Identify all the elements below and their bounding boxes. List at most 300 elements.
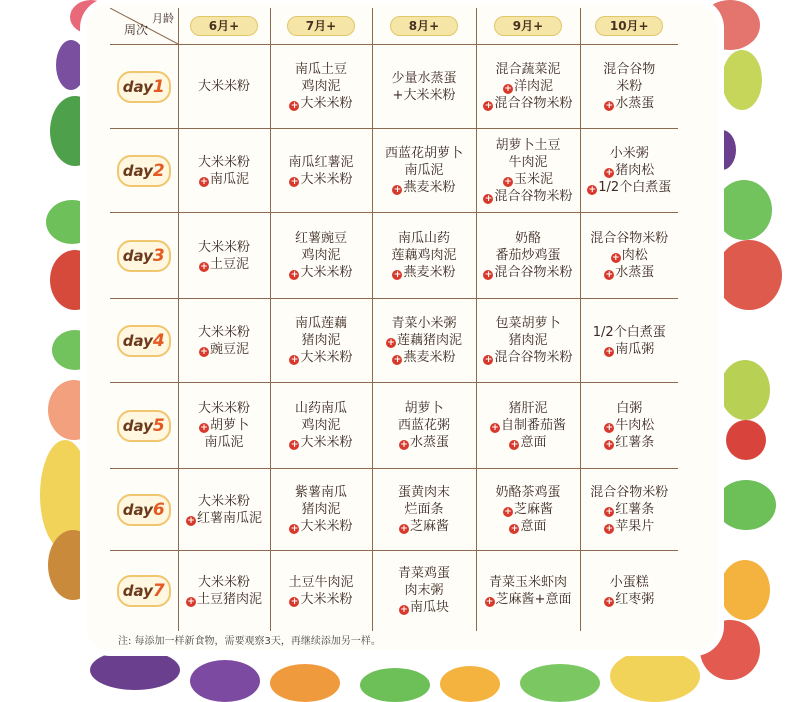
menu-line [477, 230, 580, 247]
menu-line [373, 230, 476, 247]
menu-item-text: 大米米粉 [300, 171, 353, 187]
plus-icon: + [290, 101, 299, 111]
plus-icon: + [484, 270, 493, 280]
menu-line [373, 315, 476, 332]
menu-item-text: 大米米粉 [300, 591, 353, 607]
grape-icon [90, 650, 180, 690]
menu-line [271, 400, 372, 417]
menu-line [477, 315, 580, 332]
plus-icon: + [484, 193, 493, 204]
menu-line [271, 61, 372, 78]
menu-line [271, 78, 372, 95]
menu-item-text: 大米米粉 [197, 239, 250, 255]
menu-item-text: 大米米粉 [197, 79, 250, 94]
plus-icon: + [484, 101, 493, 111]
day-badge-text: day [122, 161, 153, 180]
menu-line [477, 264, 580, 281]
menu-item-text: 南瓜泥 [209, 171, 249, 187]
month-header [476, 8, 580, 45]
menu-item-text: 土豆猪肉泥 [196, 591, 262, 607]
menu-cell [580, 213, 678, 299]
menu-item-text: 胡萝卜 [209, 418, 249, 433]
menu-item-text: 大米米粉 [300, 265, 353, 280]
day-row [110, 551, 678, 631]
menu-item-text: 芝麻酱+意面 [495, 591, 572, 607]
menu-item-text: 大米米粉 [197, 154, 250, 170]
menu-item-text: 鸡肉泥 [301, 79, 341, 94]
menu-cell [372, 45, 476, 129]
menu-line [581, 95, 679, 112]
day-badge-number: 2 [152, 160, 165, 181]
plus-icon: + [510, 524, 519, 534]
plus-icon: + [200, 346, 208, 357]
month-header [580, 8, 678, 45]
menu-cell [178, 299, 270, 383]
menu-item-text: 混合谷物米粉 [494, 188, 573, 204]
menu-item-text: 牛肉泥 [508, 154, 548, 170]
day-row [110, 45, 678, 129]
plus-icon: + [605, 524, 613, 534]
leaf-icon [716, 480, 776, 530]
menu-item-text: 混合谷物米粉 [494, 96, 573, 111]
day-cell [110, 469, 178, 551]
month-label: 7月+ [287, 16, 355, 36]
menu-item-text: 番茄炒鸡蛋 [495, 248, 561, 263]
day-cell [110, 129, 178, 213]
menu-item-text: 紫薯南瓜 [294, 485, 347, 500]
menu-line [373, 264, 476, 281]
menu-line [373, 145, 476, 162]
menu-item-text: 胡萝卜土豆 [495, 137, 561, 153]
menu-item-text: 燕麦米粉 [403, 265, 456, 280]
plus-icon: + [200, 176, 208, 187]
menu-item-text: 1/2个白煮蛋 [592, 324, 666, 340]
menu-line [271, 518, 372, 535]
menu-cell [270, 383, 372, 469]
menu-item-text: +大米米粉 [392, 87, 456, 103]
menu-item-text: 南瓜莲藕 [294, 316, 347, 331]
month-label: 6月+ [190, 16, 258, 36]
header-row [110, 8, 678, 45]
menu-cell [372, 551, 476, 631]
menu-line [581, 574, 679, 591]
menu-line [179, 324, 270, 341]
menu-item-text: 豌豆泥 [209, 341, 249, 357]
menu-line [271, 574, 372, 591]
menu-item-text: 白粥 [616, 401, 643, 416]
menu-line [179, 400, 270, 417]
menu-line [271, 171, 372, 188]
plus-icon: + [588, 185, 597, 195]
menu-line [477, 591, 580, 608]
day-badge [117, 494, 171, 526]
day-cell [110, 45, 178, 129]
menu-cell [178, 469, 270, 551]
plus-icon: + [605, 270, 613, 280]
menu-line [581, 179, 679, 196]
menu-item-text: 奶酪茶鸡蛋 [495, 485, 561, 500]
menu-item-text: 山药南瓜 [294, 401, 347, 416]
menu-item-text: 大米米粉 [197, 324, 250, 340]
menu-line [179, 574, 270, 591]
menu-line [477, 417, 580, 434]
menu-item-text: 少量水蒸蛋 [391, 70, 457, 86]
orange-icon [720, 560, 770, 620]
menu-cell [580, 299, 678, 383]
menu-item-text: 猪肉松 [615, 163, 655, 178]
menu-cell [178, 383, 270, 469]
menu-item-text: 大米米粉 [300, 519, 353, 534]
menu-cell [372, 299, 476, 383]
menu-item-text: 南瓜泥 [204, 435, 244, 450]
menu-item-text: 红薯条 [615, 435, 655, 450]
plus-icon: + [510, 440, 519, 450]
apple-icon [722, 50, 762, 110]
menu-item-text: 大米米粉 [300, 435, 353, 450]
menu-line [581, 247, 679, 264]
menu-line [373, 518, 476, 535]
menu-cell [580, 551, 678, 631]
menu-cell [270, 45, 372, 129]
plus-icon: + [605, 101, 613, 111]
menu-item-text: 大米米粉 [300, 350, 353, 365]
plus-icon: + [605, 168, 613, 178]
menu-line [271, 154, 372, 171]
day-badge-text: day [122, 246, 153, 265]
day-badge [117, 155, 171, 187]
menu-line [477, 137, 580, 154]
menu-line [179, 591, 270, 608]
month-label: 8月+ [390, 16, 458, 36]
plus-icon: + [200, 261, 208, 272]
menu-item-text: 混合谷物 [603, 62, 656, 77]
menu-item-text: 南瓜泥 [404, 163, 444, 178]
plus-icon: + [187, 515, 195, 526]
day-badge-text: day [122, 77, 153, 96]
day-cell [110, 213, 178, 299]
menu-item-text: 意面 [520, 435, 547, 450]
plus-icon: + [290, 596, 299, 607]
menu-line [179, 171, 270, 188]
menu-line [271, 434, 372, 451]
menu-line [179, 493, 270, 510]
menu-item-text: 红枣粥 [615, 591, 655, 607]
menu-line [373, 400, 476, 417]
corner-cell [110, 8, 178, 45]
plus-icon: + [504, 176, 512, 187]
menu-line [477, 400, 580, 417]
day-row [110, 213, 678, 299]
day-badge-number: 5 [152, 415, 165, 436]
plus-icon: + [290, 524, 299, 534]
day-cell [110, 551, 178, 631]
menu-item-text: 猪肉泥 [508, 333, 548, 348]
menu-item-text: 猪肉泥 [301, 502, 341, 517]
menu-line [477, 574, 580, 591]
menu-line [477, 484, 580, 501]
menu-item-text: 青菜鸡蛋 [397, 566, 450, 582]
day-row [110, 299, 678, 383]
menu-line [373, 349, 476, 366]
menu-line [477, 154, 580, 171]
menu-item-text: 猪肝泥 [508, 401, 548, 416]
menu-line [271, 332, 372, 349]
menu-line [373, 501, 476, 518]
menu-item-text: 水蒸蛋 [409, 435, 449, 450]
menu-cell [476, 213, 580, 299]
plus-icon: + [200, 423, 208, 433]
menu-line [271, 95, 372, 112]
menu-item-text: 水蒸蛋 [615, 96, 655, 111]
plus-icon: + [290, 440, 299, 450]
plus-icon: + [400, 524, 408, 534]
month-label: 10月+ [595, 16, 663, 36]
menu-cell [270, 551, 372, 631]
menu-line [373, 332, 476, 349]
day-row [110, 469, 678, 551]
menu-item-text: 猪肉泥 [301, 333, 341, 348]
month-header [178, 8, 270, 45]
month-header [270, 8, 372, 45]
menu-line [581, 61, 679, 78]
menu-cell [580, 469, 678, 551]
day-badge-text: day [122, 581, 153, 600]
plus-icon: + [605, 507, 613, 517]
menu-cell [270, 469, 372, 551]
corner-label-age: 月龄 [152, 12, 174, 25]
menu-line [373, 417, 476, 434]
menu-item-text: 蛋黄肉末 [397, 485, 450, 500]
day-row [110, 383, 678, 469]
plus-icon: + [290, 270, 299, 280]
plus-icon: + [605, 346, 613, 357]
day-badge-number: 4 [152, 330, 165, 351]
menu-cell [580, 129, 678, 213]
menu-line [373, 179, 476, 196]
menu-item-text: 玉米泥 [513, 171, 553, 187]
menu-line [271, 315, 372, 332]
menu-item-text: 燕麦米粉 [403, 180, 456, 195]
eggplant-icon [190, 660, 260, 702]
menu-item-text: 土豆牛肉泥 [288, 574, 354, 590]
menu-cell [580, 383, 678, 469]
menu-item-text: 混合谷物米粉 [590, 485, 669, 500]
menu-item-text: 牛肉松 [615, 418, 655, 433]
day-badge [117, 410, 171, 442]
day-cell [110, 383, 178, 469]
menu-line [477, 501, 580, 518]
menu-item-text: 红薯条 [615, 502, 655, 517]
menu-line [581, 341, 679, 358]
plus-icon: + [387, 338, 395, 348]
menu-line [179, 154, 270, 171]
menu-item-text: 南瓜土豆 [294, 62, 347, 77]
menu-item-text: 鸡肉泥 [301, 418, 341, 433]
menu-line [271, 247, 372, 264]
schedule-rows [110, 45, 678, 631]
day-badge-text: day [122, 500, 153, 519]
menu-cell [372, 469, 476, 551]
plus-icon: + [393, 185, 402, 195]
apple-icon [716, 240, 782, 310]
menu-line [373, 582, 476, 599]
pear-icon [720, 360, 770, 420]
menu-item-text: 烂面条 [404, 502, 444, 517]
menu-item-text: 包菜胡萝卜 [495, 316, 561, 331]
corner-label-week: 周次 [124, 23, 149, 37]
menu-item-text: 混合谷物米粉 [494, 350, 573, 365]
menu-line [477, 78, 580, 95]
menu-cell [476, 469, 580, 551]
menu-item-text: 肉末粥 [404, 583, 444, 599]
menu-item-text: 莲藕猪肉泥 [396, 333, 462, 348]
menu-item-text: 鸡肉泥 [301, 248, 341, 263]
menu-line [179, 256, 270, 273]
menu-item-text: 自制番茄酱 [500, 418, 566, 433]
day-badge [117, 240, 171, 272]
menu-line [581, 324, 679, 341]
day-badge-number: 1 [152, 76, 165, 97]
menu-item-text: 奶酪 [514, 231, 541, 246]
menu-item-text: 小米粥 [609, 146, 649, 161]
menu-item-text: 苹果片 [615, 519, 655, 534]
menu-line [373, 599, 476, 616]
plus-icon: + [400, 605, 408, 616]
plus-icon: + [611, 253, 620, 263]
menu-cell [178, 213, 270, 299]
leaf-icon [716, 180, 772, 240]
menu-item-text: 莲藕鸡肉泥 [391, 248, 457, 263]
menu-line [179, 510, 270, 527]
orange-icon [440, 666, 500, 702]
plus-icon: + [605, 423, 613, 433]
menu-item-text: 芝麻酱 [513, 502, 553, 517]
menu-item-text: 大米米粉 [300, 96, 353, 111]
menu-line [271, 417, 372, 434]
plus-icon: + [504, 84, 512, 94]
menu-item-text: 西蓝花胡萝卜 [384, 146, 463, 161]
menu-cell [270, 299, 372, 383]
menu-line [477, 188, 580, 205]
menu-line [477, 95, 580, 112]
leaf-icon [520, 664, 600, 702]
menu-line [373, 434, 476, 451]
menu-item-text: 水蒸蛋 [615, 265, 655, 280]
plus-icon: + [484, 355, 493, 365]
menu-line [581, 400, 679, 417]
menu-line [581, 145, 679, 162]
menu-item-text: 胡萝卜 [404, 401, 444, 416]
menu-line [373, 484, 476, 501]
menu-line [271, 484, 372, 501]
plus-icon: + [290, 176, 299, 187]
menu-item-text: 混合蔬菜泥 [495, 62, 561, 77]
menu-item-text: 大米米粉 [197, 574, 250, 590]
menu-item-text: 混合谷物米粉 [494, 265, 573, 280]
menu-cell [476, 299, 580, 383]
day-badge [117, 71, 171, 103]
menu-line [373, 70, 476, 87]
menu-line [581, 417, 679, 434]
plus-icon: + [393, 355, 402, 365]
menu-item-text: 南瓜块 [409, 600, 449, 616]
menu-cell [476, 383, 580, 469]
menu-item-text: 意面 [520, 519, 547, 534]
menu-line [581, 591, 679, 608]
menu-line [477, 434, 580, 451]
feeding-schedule-table [110, 8, 678, 631]
menu-line [179, 341, 270, 358]
menu-cell [580, 45, 678, 129]
menu-line [271, 230, 372, 247]
menu-line [477, 332, 580, 349]
plus-icon: + [187, 596, 195, 607]
plus-icon: + [290, 355, 299, 365]
menu-line [373, 87, 476, 104]
menu-item-text: 大米米粉 [197, 401, 250, 416]
menu-line [179, 78, 270, 95]
menu-line [271, 501, 372, 518]
menu-cell [270, 129, 372, 213]
day-badge-number: 3 [152, 245, 165, 266]
menu-line [581, 484, 679, 501]
menu-line [373, 565, 476, 582]
footnote: 注: 每添加一样新食物，需要观察3天，再继续添加另一样。 [118, 636, 381, 647]
menu-item-text: 燕麦米粉 [403, 350, 456, 365]
menu-cell [178, 129, 270, 213]
menu-line [477, 61, 580, 78]
plus-icon: + [605, 596, 613, 607]
menu-line [373, 162, 476, 179]
month-label: 9月+ [494, 16, 562, 36]
menu-line [581, 501, 679, 518]
leaf-icon [360, 668, 430, 702]
day-badge-text: day [122, 331, 153, 350]
month-header [372, 8, 476, 45]
plus-icon: + [393, 270, 402, 280]
menu-line [373, 247, 476, 264]
day-row [110, 129, 678, 213]
banana-icon [610, 650, 700, 702]
day-badge-text: day [122, 416, 153, 435]
carrot-icon [270, 664, 340, 702]
menu-line [271, 591, 372, 608]
menu-item-text: 南瓜山药 [397, 231, 450, 246]
menu-line [477, 247, 580, 264]
day-badge-number: 7 [152, 580, 165, 601]
menu-line [581, 434, 679, 451]
menu-item-text: 西蓝花粥 [397, 418, 450, 433]
menu-item-text: 大米米粉 [197, 493, 250, 509]
menu-item-text: 南瓜粥 [615, 341, 655, 357]
plus-icon: + [504, 507, 512, 517]
menu-item-text: 肉松 [621, 248, 648, 263]
menu-line [477, 349, 580, 366]
menu-item-text: 洋肉泥 [513, 79, 553, 94]
menu-item-text: 南瓜红薯泥 [288, 154, 354, 170]
menu-line [581, 518, 679, 535]
menu-cell [372, 213, 476, 299]
menu-item-text: 土豆泥 [209, 256, 249, 272]
day-cell [110, 299, 178, 383]
menu-item-text: 芝麻酱 [409, 519, 449, 534]
menu-item-text: 1/2个白煮蛋 [598, 180, 672, 195]
menu-item-text: 红薯南瓜泥 [196, 510, 262, 526]
menu-cell [476, 129, 580, 213]
day-badge [117, 575, 171, 607]
plus-icon: + [485, 596, 494, 607]
menu-item-text: 混合谷物米粉 [590, 231, 669, 246]
